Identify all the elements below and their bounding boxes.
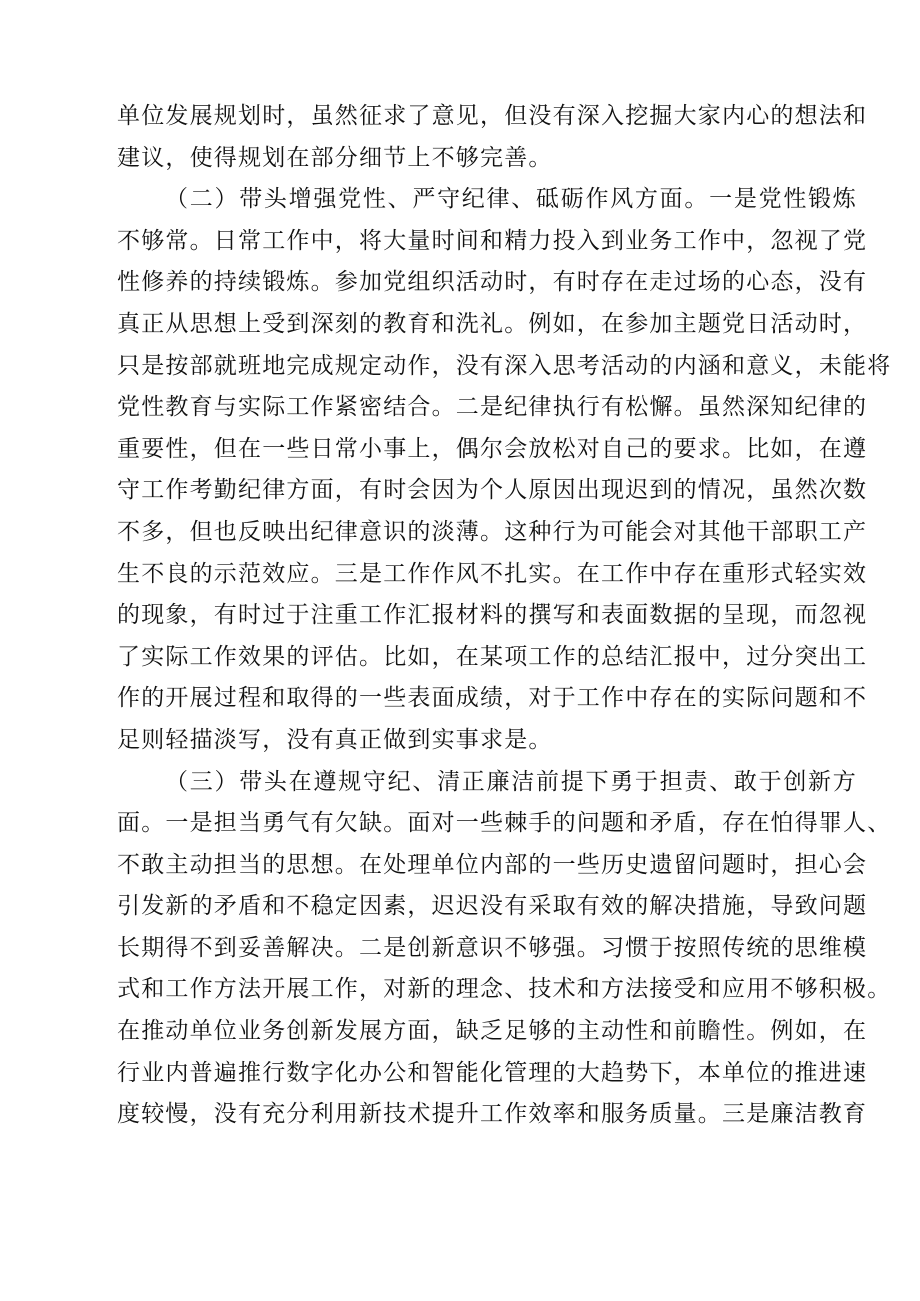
text-line: 足则轻描淡写，没有真正做到实事求是。 — [117, 726, 553, 753]
section-heading-line: （二）带头增强党性、严守纪律、砥砺作风方面。一是党性锻炼 — [165, 186, 857, 213]
text-line: 引发新的矛盾和不稳定因素，迟迟没有采取有效的解决措施，导致问题 — [117, 893, 868, 920]
text-line: 不敢主动担当的思想。在处理单位内部的一些历史遗留问题时，担心会 — [117, 851, 868, 878]
text-line: 式和工作方法开展工作，对新的理念、技术和方法接受和应用不够积极。 — [117, 976, 892, 1003]
text-line: 性修养的持续锻炼。参加党组织活动时，有时存在走过场的心态，没有 — [117, 269, 868, 296]
text-line: 单位发展规划时，虽然征求了意见，但没有深入挖掘大家内心的想法和 — [117, 103, 868, 129]
text-line: 长期得不到妥善解决。二是创新意识不够强。习惯于按照传统的思维模 — [117, 934, 868, 961]
text-line: 度较慢，没有充分利用新技术提升工作效率和服务质量。三是廉洁教育 — [117, 1101, 868, 1128]
document-body — [117, 96, 892, 1136]
text-line: 真正从思想上受到深刻的教育和洗礼。例如，在参加主题党日活动时， — [117, 310, 868, 337]
text-line: 面。一是担当勇气有欠缺。面对一些棘手的问题和矛盾，存在怕得罪人、 — [117, 810, 892, 837]
text-line: 重要性，但在一些日常小事上，偶尔会放松对自己的要求。比如，在遵 — [117, 435, 868, 462]
section-heading-line: （三）带头在遵规守纪、清正廉洁前提下勇于担责、敢于创新方 — [165, 768, 857, 795]
text-line: 不够常。日常工作中，将大量时间和精力投入到业务工作中，忽视了党 — [117, 227, 868, 254]
text-line: 守工作考勤纪律方面，有时会因为个人原因出现迟到的情况，虽然次数 — [117, 477, 868, 504]
text-line: 在推动单位业务创新发展方面，缺乏足够的主动性和前瞻性。例如，在 — [117, 1018, 868, 1045]
text-line: 行业内普遍推行数字化办公和智能化管理的大趋势下，本单位的推进速 — [117, 1059, 868, 1086]
text-line: 生不良的示范效应。三是工作作风不扎实。在工作中存在重形式轻实效 — [117, 560, 868, 587]
text-line: 不多，但也反映出纪律意识的淡薄。这种行为可能会对其他干部职工产 — [117, 518, 868, 545]
text-line: 党性教育与实际工作紧密结合。二是纪律执行有松懈。虽然深知纪律的 — [117, 394, 868, 421]
text-line: 作的开展过程和取得的一些表面成绩，对于工作中存在的实际问题和不 — [117, 685, 868, 712]
text-line: 了实际工作效果的评估。比如，在某项工作的总结汇报中，过分突出工 — [117, 643, 868, 670]
text-line: 的现象，有时过于注重工作汇报材料的撰写和表面数据的呈现，而忽视 — [117, 602, 868, 629]
text-line: 只是按部就班地完成规定动作，没有深入思考活动的内涵和意义，未能将 — [117, 352, 892, 379]
text-line: 建议，使得规划在部分细节上不够完善。 — [117, 144, 553, 171]
